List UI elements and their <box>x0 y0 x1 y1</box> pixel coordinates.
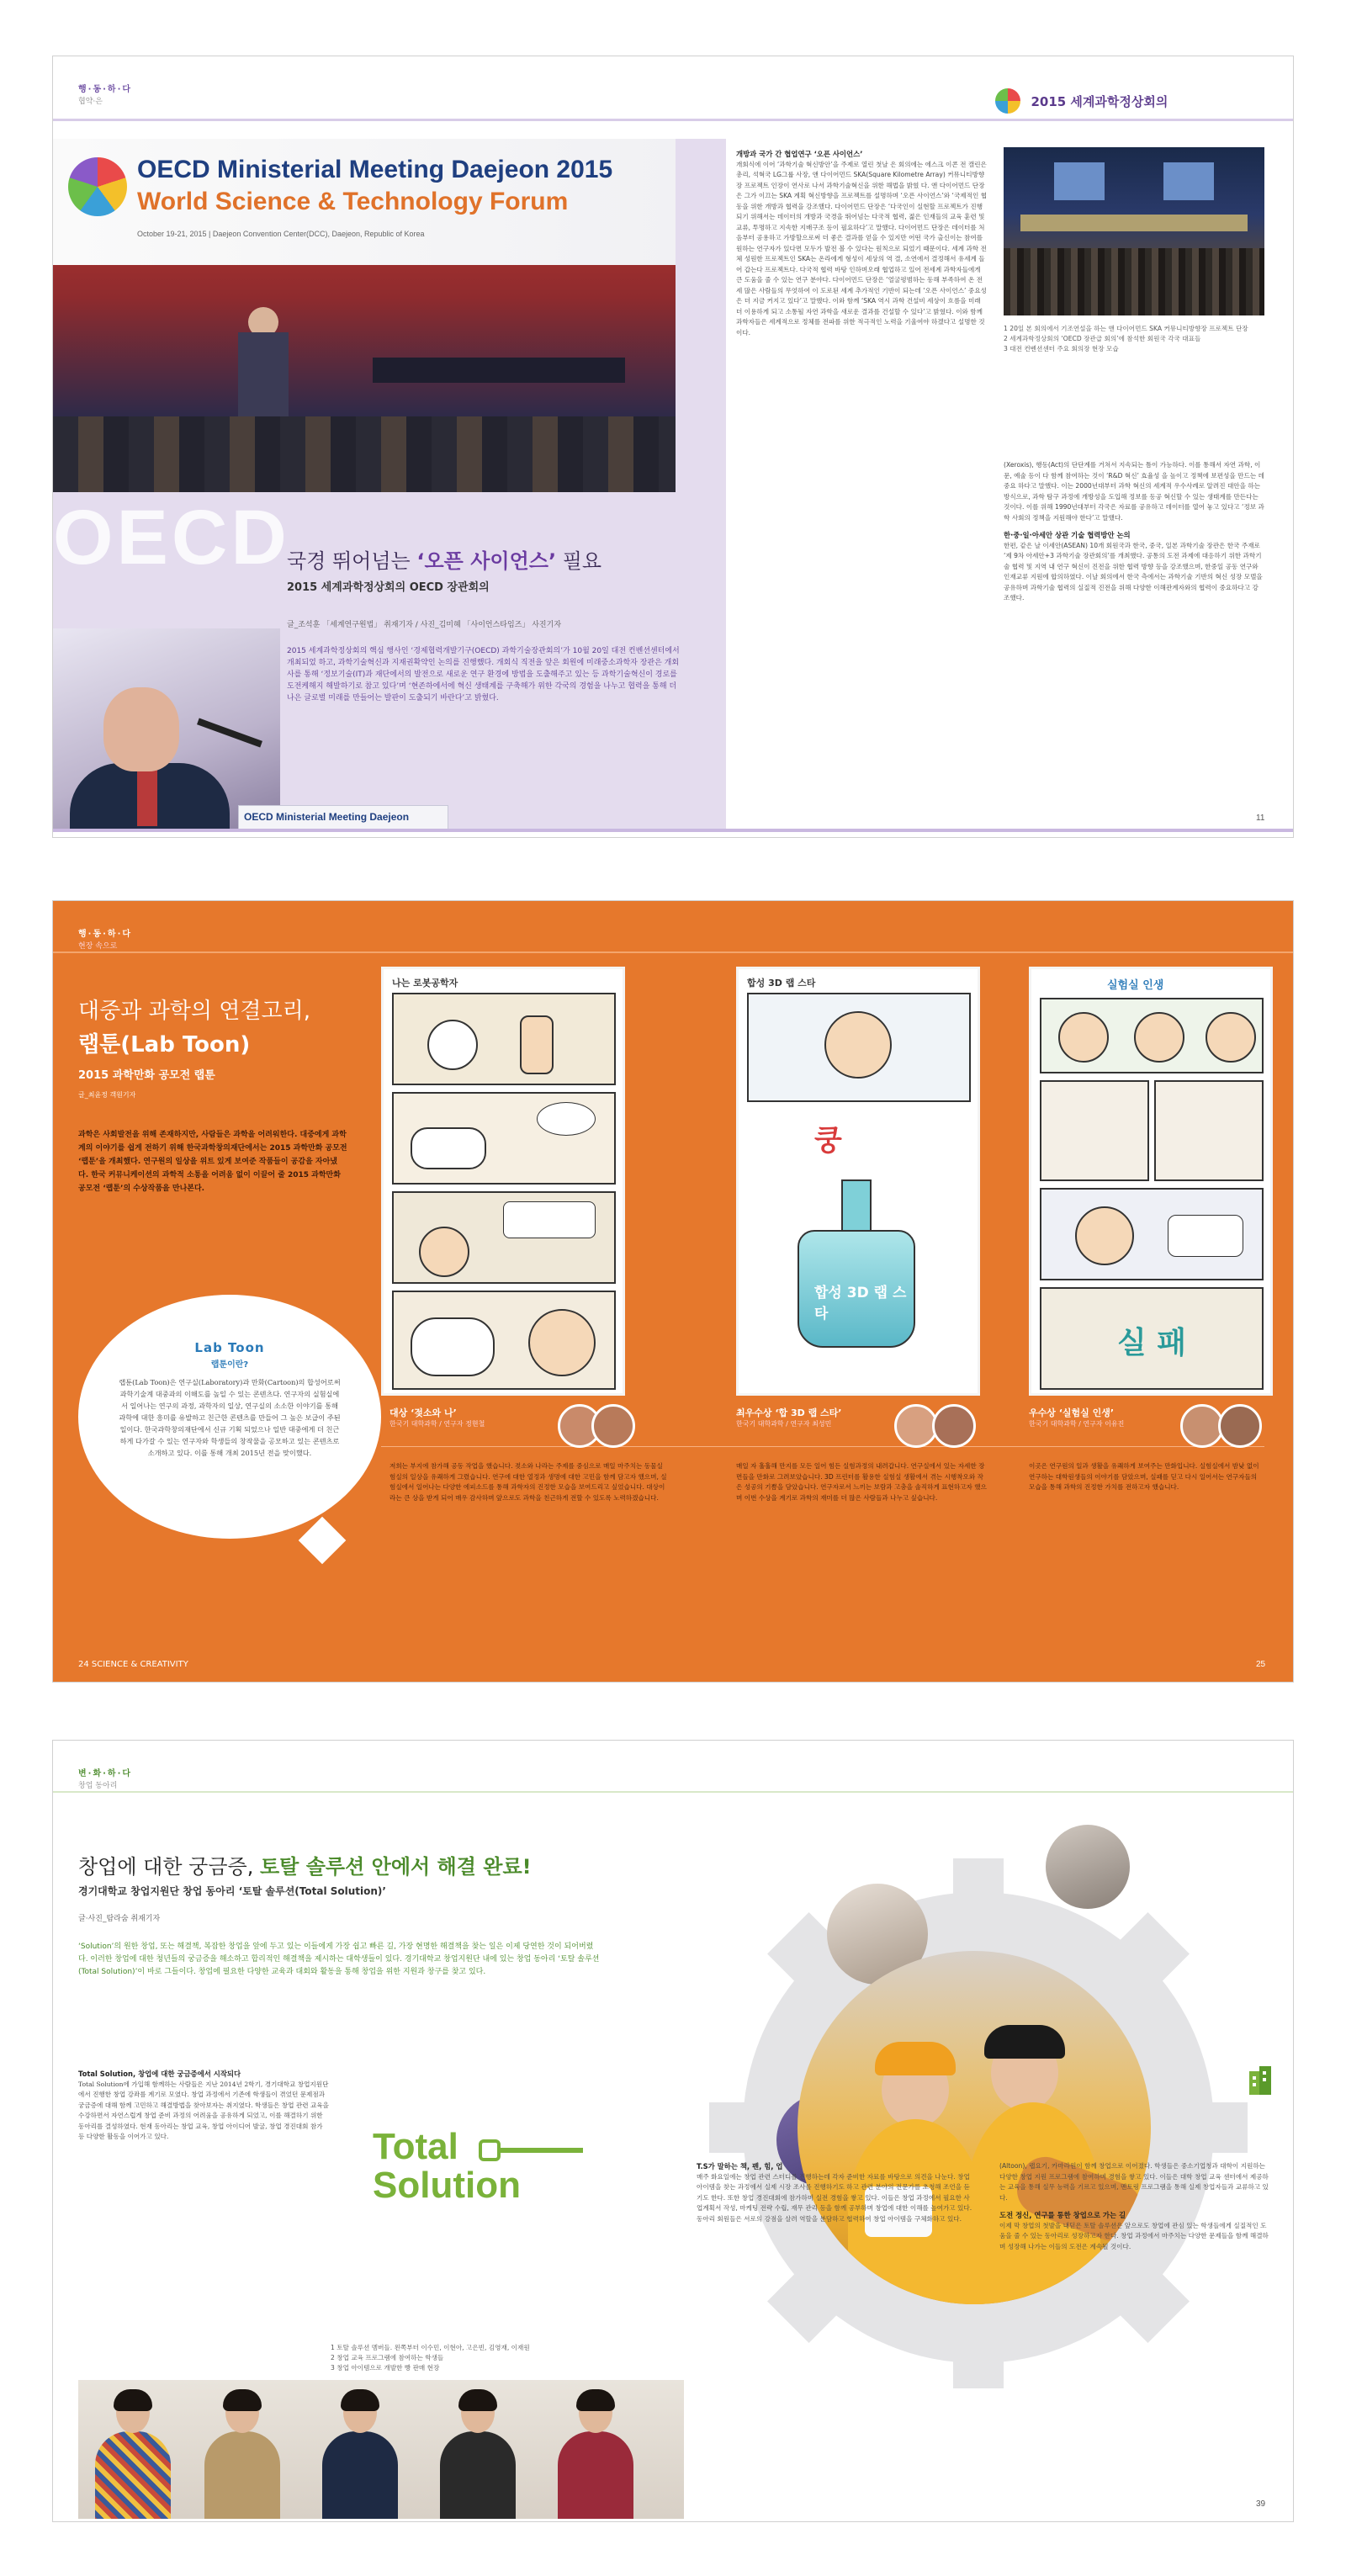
article-title <box>78 1850 532 1879</box>
comic-title: 나는 로봇공학자 <box>392 978 458 989</box>
flask-illustration <box>798 1179 915 1348</box>
section-sub: 창업 동아리 <box>78 1782 118 1790</box>
bubble-question: 랩툰이란? <box>210 1360 249 1370</box>
comic-panel <box>1040 998 1264 1073</box>
article-column-1 <box>736 149 988 814</box>
figure-body <box>440 2431 516 2519</box>
photo-caption: 1 토탈 솔루션 멤버들. 왼쪽부터 이수민, 이현아, 고은빈, 김영재, 이재원 2 창업 교육 프로그램에 참여하는 학생들 3 창업 아이템으로 개발한 빵 판매 현장 <box>331 2344 530 2372</box>
crowd <box>1004 248 1264 315</box>
comic-panel <box>1154 1080 1264 1181</box>
article-subtitle: 2015 과학만화 공모전 랩툰 <box>78 1069 215 1082</box>
page-number-left: 24 SCIENCE & CREATIVITY <box>78 1660 188 1669</box>
plug-icon <box>479 2139 501 2161</box>
award-1-text: 저희는 부지에 참가해 공동 작업을 했습니다. 젖소와 나라는 주제를 중심으로 매일 마주치는 동물실험실의 일상을 유쾌하게 그렸습니다. 연구에 대한 열정과 생명에 대한 고민을 함께 담고자 했으며, 실험실에서 일어나는 다양한 에피소드를 통해 과학자의 진정한 모습을 보여드리고 싶었습니다. 대상이라는 큰 상을 받게 되어 매우 감사하며 앞으로도 과학을 친근하게 전할 수 있도록 노력하겠습니다. <box>389 1462 667 1502</box>
figure-hair <box>576 2389 615 2411</box>
podium <box>238 332 289 416</box>
article-subtitle: 2015 세계과학정상회의 OECD 장관회의 <box>287 581 490 594</box>
banner-title-1: OECD Ministerial Meeting Daejeon 2015 <box>137 156 613 183</box>
award-sub: 한국기 대학과학 / 연구자 최성민 <box>736 1420 832 1428</box>
award-label: 최우수상 ‘합 3D 랩 스타’ <box>736 1407 842 1418</box>
member-figure <box>204 2393 280 2519</box>
comic-panel <box>747 993 971 1102</box>
figure-body <box>95 2431 171 2519</box>
spread-labtoon <box>52 900 1294 1683</box>
cap <box>875 2042 956 2075</box>
winner-photo <box>932 1404 976 1448</box>
lead-paragraph: 과학은 사회발전을 위해 존재하지만, 사람들은 과학을 어려워한다. 대중에게 과학계의 이야기를 쉽게 전하기 위해 한국과학창의재단에서는 2015 과학만화 공모전 ‘랩툰’을 개최했다. 연구원의 일상을 위트 있게 보여준 작품들이 공감을 자아냈다. 한국 커뮤니케이션의 과학적 소통을 어려움 없이 이끌어 줄 2015 과학만화 공모전 ‘랩툰’의 수상작품을 만나본다. <box>78 1131 347 1193</box>
total-solution-logo <box>373 2128 521 2205</box>
name-plate: OECD Ministerial Meeting Daejeon <box>238 805 448 830</box>
figure-hair <box>341 2389 379 2411</box>
character-face <box>1075 1206 1134 1265</box>
section-tag: 행·동·하·다 <box>78 85 133 94</box>
divider <box>381 1446 1264 1447</box>
stage <box>1020 215 1248 231</box>
comic-panel <box>1040 1080 1149 1181</box>
character-face <box>1058 1012 1109 1063</box>
column-heading: 개방과 국가 간 협업연구 ‘오픈 사이언스’ <box>736 150 863 158</box>
article-title-line-2: 랩툰(Lab Toon) <box>78 1032 251 1057</box>
title-tail: 필요 <box>556 549 602 573</box>
spread-oecd <box>52 56 1294 838</box>
sound-effect: 실 패 <box>1117 1326 1187 1360</box>
article-column-2 <box>697 2161 974 2515</box>
portrait-tie <box>137 767 157 826</box>
column-heading: T.S가 말하는 책, 펜, 힘, 업 <box>697 2162 783 2171</box>
speech-balloon <box>503 1201 596 1238</box>
column-body: 이제 막 창업의 첫발을 내딛은 토탈 솔루션은 앞으로도 창업에 관심 있는 학생들에게 실질적인 도움을 줄 수 있는 동아리로 성장하고자 한다. 창업 과정에서 마주치는 다양한 문제들을 함께 해결하며 성장해 나가는 이들의 도전은 계속될 것이다. <box>999 2221 1269 2250</box>
column-heading: 한·중·일·아세안 상관 기술 협력방안 논의 <box>1004 531 1131 539</box>
award-label: 우수상 ‘실험실 인생’ <box>1029 1407 1115 1418</box>
header-logo <box>995 88 1264 117</box>
header-rule <box>53 951 1294 953</box>
figure-body <box>558 2431 633 2519</box>
comic-excellence-prize <box>736 967 980 1396</box>
header-logo-text: 2015 세계과학정상회의 <box>1031 93 1168 109</box>
forum-photo <box>53 139 676 492</box>
byline: 글_조석훈 「세계연구원법」 취재기자 / 사진_김미혜 「사이언스타임즈」 사진기자 <box>287 621 562 629</box>
section-tag: 행·동·하·다 <box>78 930 133 939</box>
award-label: 대상 ‘젖소와 나’ <box>389 1407 457 1418</box>
title-bold: 토탈 솔루션 안에서 해결 완료! <box>260 1855 532 1879</box>
title-plain: 창업에 대한 궁금증, <box>78 1855 260 1879</box>
researcher-figure <box>520 1015 554 1074</box>
column-body: 개회식에 이어 ‘과학기술 혁신방안’을 주제로 열린 첫날 은 회의에는 에스크 이콘 전 캘린은 총리, 석혁국 LG그룹 사장, 앤 다이어먼드 SKA(Square Kilometre Array) 커뮤니티방향장 프로젝트 인장이 연사로 나서 과학기술혁신을 위한 해법을 밝혔 다. 앤 다이어먼드 단장은 그가 이끄는 SKA 계획 혁신방향을 프로젝트를 설명하며 ‘오픈 사이언스’와 ‘국제적인 협동을 위한 개방과 협력을 강조했다. 다이어먼드 단장은 ‘다국인이 실현할 프로젝트가 진행되기 위해서는 데이터의 개방과 국경을 뛰어넘는 다국적 협력, 젊은 인재들의 교육 훈련 및 교류, 투명하고 지속한 지배구조 등이 필요하다’고 말했다. 다이어먼드 단장은 데이터를 처음부터 공용하고 가방할으로써 더 좋은 결과를 얻을 수 있지만 어떤 국가 출신이는 참여를 원하는 연구자가 있다면 모두가 발전 볼 수 있다는 원칙으로 되었기 때문이다. 세계 과학 전체 성원한 프로젝트인 SKA는 온라에게 형성이 세상의 역 결, 소연에서 결정해서 유세계 들어 갑는다 프로젝트다. 다국적 협력 바탕 인하며오래 협업하고 있어 전세계 과학자들에게 큰 도움을 줄 수 있는 연구 분야다. 다이어먼드 단장은 ‘얼굴평범하는 동해 부족하여 온 전세 많은 사람들의 무엇하여 이 도로된 세계 추가적인 기반이 되는데 ‘오픈 사이언스’ 중요성은 더 지금 커지고 있다’고 말했다. 이와 함께 ‘SKA 역시 과학 건설비 세상이 흐름을 미래 더 이용하게 되고 소통될 자연 과학을 새로운 결과를 건설할 수 있다’고 밝혔다. 이와 함께 과학자들은 세계적으로 정체를 전파를 위한 적극적인 노력을 기울여야 하겠다고 설명한 것이다. <box>736 160 988 337</box>
article-subtitle: 경기대학교 창업지원단 창업 동아리 ‘토탈 솔루션(Total Solution)’ <box>78 1885 386 1897</box>
comic-grand-prize <box>381 967 625 1396</box>
comic-title: 실험실 인생 <box>1107 979 1164 992</box>
award-3 <box>1029 1406 1124 1428</box>
winner-photo <box>591 1404 635 1448</box>
header-rule <box>53 1791 1294 1793</box>
bubble-body: 랩툰(Lab Toon)은 연구실(Laboratory)과 만화(Cartoon)의 합성어로써 과학기술계 대중과의 이해도를 높일 수 있는 콘텐츠다. 연구자의 실험실에서 일어나는 연구의 과정, 과학자의 일상, 연구실의 소소한 이야기를 통해 과학에 대한 흥미를 유발하고 친근한 콘텐츠를 만들어 그 높은 보급이 주된 일이다. 한국과학창의재단에서 신규 기획 되었으나 일반 대중에게 더 친근하게 다가갈 수 있는 연구자와 학생들의 창작물을 공모하고 있는 콘텐츠로 소개하고 있다. 이를 통해 개최 2015년 전을 맞이했다. <box>119 1378 341 1457</box>
article-column-1 <box>78 2069 331 2355</box>
column-body: (Altoon), 랩요기, 카마라원이 함께 창업으로 이어졌다. 학생들은 중소기업청과 대학이 지원하는 다양한 창업 지원 프로그램에 참여하며 경험을 쌓고 있다. 이들은 대학 창업 교육 센터에서 제공하는 교육을 통해 실무 능력을 기르고 있으며, 멘토링 프로그램을 통해 실제 창업자들과 교류하고 있다. <box>999 2162 1269 2202</box>
spread-total-solution <box>52 1740 1294 2522</box>
column-body: 매주 화요일에는 창업 관련 스터디를 진행하는데 각자 준비한 자료를 바탕으로 의견을 나눈다. 창업 아이템을 찾는 과정에서 실제 시장 조사를 진행하기도 하고 관련 분야의 전문가를 초청해 조언을 듣기도 한다. 또한 창업 경진대회에 참가하며 실전 경험을 쌓고 있다. 이들은 창업 과정에서 필요한 사업계획서 작성, 마케팅 전략 수립, 재무 관리 등을 함께 공부하며 창업에 대한 이해를 높여가고 있다. 동아리 회원들은 서로의 강점을 살려 역할을 분담하고 협력하여 창업 아이템을 구체화하고 있다. <box>697 2172 972 2223</box>
figure-hair <box>223 2389 262 2411</box>
article-title-line-1: 대중과 과학의 연결고리, <box>78 999 310 1024</box>
character-face <box>419 1227 469 1277</box>
banner-dateline: October 19-21, 2015 | Daejeon Convention Center(DCC), Daejeon, Republic of Korea <box>137 230 425 238</box>
cap <box>984 2025 1065 2059</box>
character-face <box>824 1011 892 1079</box>
portrait-head <box>103 687 179 771</box>
section-sub: 협약·은 <box>78 98 103 106</box>
figure-hair <box>114 2389 152 2411</box>
page-number: 11 <box>1256 814 1265 823</box>
header-rule <box>53 119 1294 121</box>
projection-screen <box>1054 162 1105 200</box>
cow-figure <box>411 1317 495 1376</box>
member-figure <box>558 2393 633 2519</box>
photo-caption: 1 20일 본 회의에서 기조연설을 하는 앤 다이어먼드 SKA 커뮤니티방향장 프로젝트 단장 2 세계과학정상회의 ‘OECD 장관급 회의’에 참석한 회원국 각국 대표들 3 대전 컨벤션센터 주요 회의장 현장 모습 <box>1004 325 1248 352</box>
column-heading: 도전 정신, 연구를 통한 창업으로 가는 길 <box>999 2211 1126 2219</box>
oecd-big-word: OECD <box>53 495 290 580</box>
bubble-heading: Lab Toon <box>194 1340 265 1355</box>
title-bold: ‘오픈 사이언스’ <box>416 549 557 573</box>
figure-body <box>204 2431 280 2519</box>
byline: 글·사진_탐라숨 취재기자 <box>78 1915 161 1923</box>
forum-logo-icon <box>68 157 127 216</box>
banner-title-2: World Science & Technology Forum <box>137 188 569 215</box>
title-plain: 국경 뛰어넘는 <box>287 549 417 573</box>
footer-rule <box>53 829 1294 832</box>
column-body: 한편, 같은 날 이세안(ASEAN) 10개 회원국과 한국, 중국, 일본 과학기술 장관은 한국 주재로 ‘제 9차 아세안+3 과학기술 장관회의’를 개최했다. 공통의 도전 과제에 대응하기 위한 과학기술 협력 및 지역 내 연구 혁신이 진전을 위한 협력 방향 등을 강조했으며, 한중일 공동 연구와 인재교류 지원에 합의하였다. 이날 회의에서 한국 측에서는 과학기술 기반의 혁신 성장 모델을 공유하며 과학기술 협력의 실질적 진전을 위해 다양한 이해관계자와의 협력이 중요하다고 강조했다. <box>1004 541 1263 602</box>
section-sub: 현장 속으로 <box>78 942 118 951</box>
speaker-portrait <box>53 628 280 830</box>
column-heading: Total Solution, 창업에 대한 궁금증에서 시작되다 <box>78 2070 241 2078</box>
photo-circle <box>1046 1825 1130 1909</box>
logo-line-1: Total <box>373 2126 458 2167</box>
page-number-right: 25 <box>1256 1660 1266 1669</box>
lead-paragraph: ‘Solution’의 원한 창업, 또는 해결책, 복잡한 창업을 앞에 두고 있는 이들에게 가장 쉽고 빠른 길, 가장 현명한 해결책을 찾는 일은 이제 당연한 것이 되어버렸다. 이러한 창업에 대한 청년들의 궁금증을 해소하고 합리적인 해결책을 제시하는 대학생들이 있다. 경기대학교 창업지원단 내에 있는 창업 동아리 ‘토탈 솔루션(Total Solution)’이 바로 그들이다. 창업에 필요한 다양한 교육과 대회와 활동을 통해 창업을 위한 지원과 창구를 찾고 있다. <box>78 1943 600 1976</box>
member-figure <box>440 2393 516 2519</box>
cow-figure <box>427 1020 478 1070</box>
winner-photo <box>1218 1404 1262 1448</box>
projection-screen <box>1163 162 1214 200</box>
character-face <box>1206 1012 1256 1063</box>
comic-panel <box>392 993 616 1085</box>
section-tag: 변·화·하·다 <box>78 1769 133 1778</box>
labtoon-bubble <box>78 1295 381 1539</box>
audience <box>53 416 676 492</box>
comic-title: 합성 3D 랩 스타 <box>747 978 816 989</box>
comic-panel <box>392 1191 616 1284</box>
speech-balloon <box>537 1102 596 1136</box>
figure-hair <box>458 2389 497 2411</box>
page-number: 39 <box>1256 2499 1266 2509</box>
award-2-text: 매일 자 훌훌해 만지를 모든 일어 힘든 실험과정의 내려갑니다. 연구실에서 있는 자세한 장면들을 만화로 그려보았습니다. 3D 프린터를 활용한 실험실 생활에서 겪는 시행착오와 작은 성공의 기쁨을 담았습니다. 연구자로서 느끼는 보람과 고충을 솔직하게 표현하고자 했으며 이번 수상을 계기로 과학의 재미를 더 많은 사람들과 나누고 싶습니다. <box>736 1462 987 1502</box>
article-column-3 <box>999 2161 1269 2515</box>
award-sub: 한국기 대학과학 / 연구자 정현철 <box>389 1420 485 1428</box>
comic-panel <box>392 1291 616 1390</box>
group-photo <box>78 2380 684 2519</box>
forum-banner <box>53 139 676 265</box>
award-3-text: 이곳은 연구원의 일과 생활을 유쾌하게 보여주는 만화입니다. 실험실에서 밤낮 없이 연구하는 대학원생들의 이야기를 담았으며, 실패를 딛고 다시 일어서는 연구자들의 모습을 통해 과학의 진정한 가치를 전하고자 했습니다. <box>1029 1462 1259 1491</box>
member-figure <box>95 2393 171 2519</box>
flask-label: 합성 3D 랩 스타 <box>814 1285 907 1322</box>
panel-table <box>373 358 625 383</box>
conference-hall-photo <box>1004 147 1264 315</box>
comic-panel <box>1040 1188 1264 1280</box>
summit-logo-icon <box>995 88 1020 114</box>
microphone <box>197 718 262 748</box>
article-title <box>287 544 601 574</box>
character-face <box>1134 1012 1184 1063</box>
award-2 <box>736 1406 841 1428</box>
column-body: (Xeroxis), 행동(Act)의 단단계를 거쳐서 지속되는 틈이 가능하다. 이를 통해서 자연 과학, 이문, 예술 등이 다 함께 참여하는 것이 ‘R&D 혁신’ 효율성 을 높이고 정책에 보편성을 만드는 데 중요 하다고 말했다. 이는 2000년대부터 과학 혁신의 세계적 우수사례로 알려진 대안을 하는 방식으로, 과학 탐구 과정에 개방성을 도입해 정보를 동공 혁신할 수 있는 생태계를 만든다는 것이다. 이를 위해 1990년대부터 각국은 자료를 공유하고 데이터를 열어 놓고 있다고 ‘정보 과학 사회의 정책을 지원해야 한다’고 말했다. <box>1004 461 1264 522</box>
byline: 글_최윤정 객원기자 <box>78 1091 136 1099</box>
award-1 <box>389 1406 485 1428</box>
figure-body <box>322 2431 398 2519</box>
bubble-tail <box>299 1517 347 1565</box>
column-body: Total Solution에 가입해 함께하는 사람들은 지난 2014년 2학기, 경기대학교 창업지원단에서 진행한 창업 강좌를 계기로 모였다. 창업 과정에서 기존에 학생들이 겪었던 문제점과 궁금증에 대해 함께 고민하고 해결방법을 찾아보자는 취지였다. 학생들은 창업 관련 교육을 수강하면서 자연스럽게 창업 준비 과정의 어려움을 공유하게 되었고, 이를 해결하기 위한 동아리를 결성하였다. 현재 동아리는 창업 교육, 창업 아이디어 발굴, 창업 경진대회 참가 등 다양한 활동을 이어가고 있다. <box>78 2080 329 2140</box>
comic-panel <box>392 1092 616 1185</box>
article-column-2 <box>1004 460 1264 814</box>
character-face <box>528 1309 596 1376</box>
sound-effect: 쿵 <box>814 1124 842 1158</box>
cow-figure <box>411 1127 486 1169</box>
speech-balloon <box>1168 1215 1243 1257</box>
award-sub: 한국기 대학과학 / 연구자 이유진 <box>1029 1420 1125 1428</box>
comic-panel <box>1040 1287 1264 1390</box>
logo-line-2: Solution <box>373 2165 521 2206</box>
lead-paragraph: 2015 세계과학정상회의 핵심 행사인 ‘경제협력개발기구(OECD) 과학기술장관회의’가 10월 20일 대전 컨벤션센터에서 개최되었 하고, 과학기술혁신과 지재권확약인 논의를 진행했다. 개회식 직전을 앞은 회원에 미래중소과학자 장관은 개회사를 통해 ‘정보기술(IT)과 재단에서의 발전으로 새로운 연구 환경에 방법을 도출해주고 있는 등 과학기술혁신이 경로를 도전케해지 해발하기로 참고 있다’며 ‘현존하에서에 혁신 생태계를 구축해가 위한 각국의 경험을 나누고 협력을 통해 더 나은 글로벌 미래를 만들어는 발판이 도출되기 바란다’고 밝혔다. <box>287 647 680 702</box>
building-icon <box>1248 2065 1273 2095</box>
member-figure <box>322 2393 398 2519</box>
comic-merit-prize <box>1029 967 1273 1396</box>
